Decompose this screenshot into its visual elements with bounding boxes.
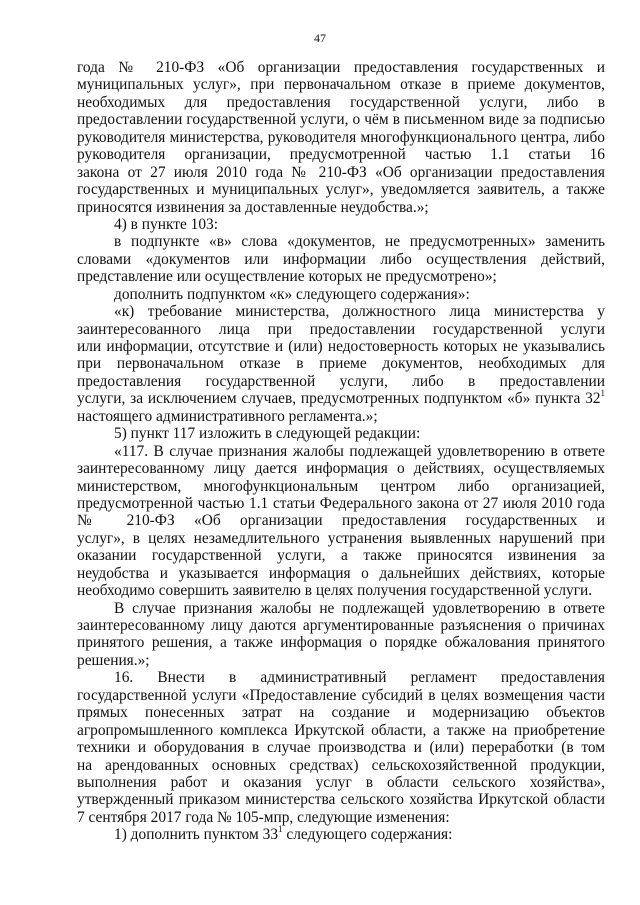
text-line: 1) дополнить пунктом $33^1$ следующего содержания: (114, 824, 453, 844)
text-line: необходимо совершить заявителю в целях получения государственной услуги. (77, 582, 593, 600)
paragraph (77, 826, 605, 843)
paragraph (77, 233, 605, 285)
text-line: выполнения работ и оказания услуг в области сельского хозяйства», (77, 773, 605, 791)
text-line: предусмотренной частью 1.1 статьи Федерального закона от 27 июля 2010 года (77, 494, 605, 512)
text-line: на арендованных основных средствах) сельскохозяйственной продукции, (77, 756, 605, 774)
page-number: 47 (314, 31, 326, 45)
document-body (77, 59, 605, 844)
text-line: принятого решения, а также информация о порядке обжалования принятого (77, 634, 605, 652)
text-line: услуг», в целях незамедлительного устранения выявленных нарушений при (77, 529, 605, 547)
text-line: техники и оборудования в случае производства и (или) переработки (в том (77, 739, 605, 757)
text-line: заинтересованному лицу даются аргументированные разъяснения о причинах (77, 617, 605, 634)
paragraph (77, 216, 605, 233)
text-line: руководителя организации, предусмотренной частью 1.1 статьи 16 (77, 146, 605, 164)
text-line: в подпункте «в» слова «документов, не предусмотренных» заменить (114, 233, 605, 251)
paragraph (77, 59, 605, 216)
text-line: дополнить подпунктом «к» следующего содержания»: (114, 285, 470, 303)
text-line: 4) в пункте 103: (114, 215, 218, 233)
text-line: муниципальных услуг», при первоначальном отказе в приеме документов, (77, 76, 605, 94)
text-line: 7 сентября 2017 года № 105-мпр, следующие изменения: (77, 808, 450, 826)
text-line: при первоначальном отказе в приеме документов, необходимых для (77, 355, 605, 373)
text-line: государственной услуги «Предоставление субсидий в целях возмещения части (77, 686, 605, 704)
paragraph (77, 303, 605, 425)
text-line: 16. Внести в административный регламент предоставления (114, 669, 605, 687)
text-line: 5) пункт 117 изложить в следующей редакции: (114, 425, 421, 443)
text-line: заинтересованного лица при предоставлении государственной услуги (77, 320, 605, 338)
text-line: необходимых для предоставления государственной услуги, либо в (77, 93, 605, 111)
text-line: министерством, многофункциональным центром либо организацией, (77, 477, 605, 495)
text-line: заинтересованному лицу дается информация о действиях, осуществляемых (77, 460, 605, 478)
text-line: оказании государственной услуги, а также приносятся извинения за (77, 547, 605, 565)
footnote-superscript: 1 (278, 824, 283, 835)
paragraph (77, 425, 605, 442)
text-line: предоставления государственной услуги, либо в предоставлении (77, 372, 605, 390)
text-line: неудобства и указывается информация о дальнейших действиях, которые (77, 564, 605, 582)
footnote-superscript: 1 (600, 390, 605, 399)
text-line: агропромышленного комплекса Иркутской области, а также на приобретение (77, 721, 605, 739)
paragraph (77, 443, 605, 600)
text-line: закона от 27 июля 2010 года № 210-ФЗ «Об организации предоставления (77, 163, 605, 181)
text-line: настоящего административного регламента.»; (77, 407, 378, 425)
text-line: В случае признания жалобы не подлежащей удовлетворению в ответе (114, 599, 605, 617)
text-line: № 210-ФЗ «Об организации предоставления государственных и (77, 512, 605, 530)
text-line: решения.»; (77, 651, 150, 669)
text-line: прямых понесенных затрат на создание и модернизацию объектов (77, 704, 605, 722)
text-line: утвержденный приказом министерства сельского хозяйства Иркутской области (77, 791, 605, 809)
text-line: услуги, за исключением случаев, предусмотренных подпунктом «б» пункта $32^1$ (77, 390, 605, 408)
paragraph (77, 286, 605, 303)
text-line: «к) требование министерства, должностного лица министерства у (114, 303, 605, 321)
text-line: приносятся извинения за доставленные неудобства.»; (77, 198, 429, 216)
text-line: руководителя министерства, руководителя многофункционального центра, либо (77, 128, 605, 146)
text-line: представление или осуществление которых не предусмотрено»; (77, 268, 497, 286)
text-line: «117. В случае признания жалобы подлежащей удовлетворению в ответе (114, 442, 605, 460)
paragraph (77, 600, 605, 670)
text-line: словами «документов или информации либо осуществления действий, (77, 250, 605, 268)
text-line: или информации, отсутствие и (или) недостоверность которых не указывались (77, 338, 605, 355)
paragraph (77, 669, 605, 826)
text-line: государственных и муниципальных услуг», уведомляется заявитель, а также (77, 181, 605, 199)
text-line: предоставлении государственной услуги, о чём в письменном виде за подписью (77, 111, 605, 129)
text-line: года № 210-ФЗ «Об организации предоставления государственных и (77, 59, 605, 76)
